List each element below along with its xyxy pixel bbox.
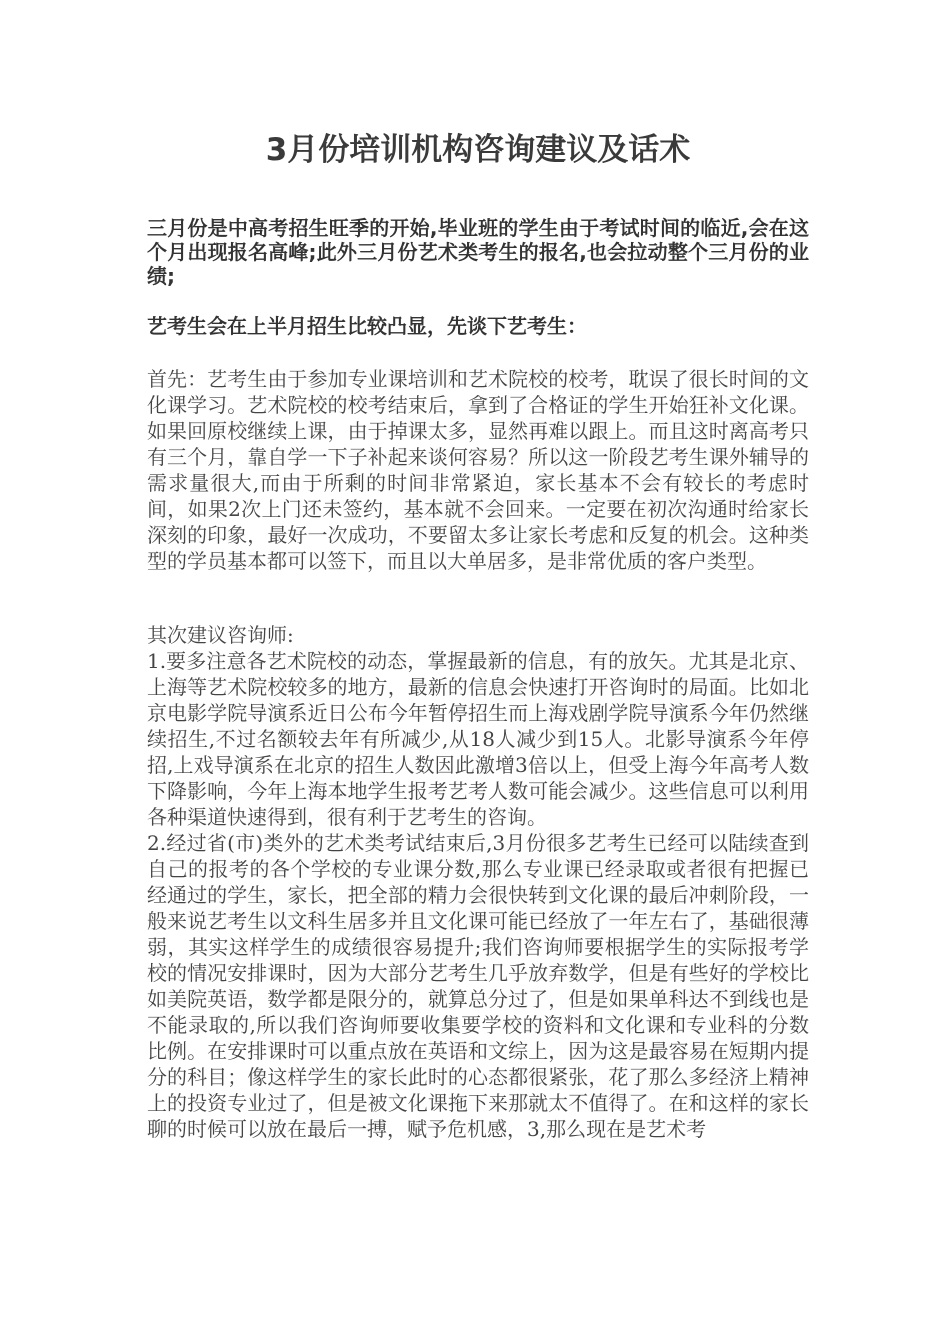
second-heading: 其次建议咨询师: (147, 623, 294, 647)
document-title: 3月份培训机构咨询建议及话术 (265, 132, 691, 168)
list-item-1: 1.要多注意各艺术院校的动态，掌握最新的信息，有的放矢。尤其是北京、上海等艺术院校较多的地方，最新的信息会快速打开咨询时的局面。比如北京电影学院导演系近日公布今年暂停招生而上海戏剧学院导演系今年仍然继续招生,不过名额较去年有所减少,从18人减少到15人。北影导演系今年停招,上戏导演系在北京的招生人数因此激增3倍以上，但受上海今年高考人数下降影响，今年上海本地学生报考艺考人数可能会减少。这些信息可以利用各种渠道快速得到，很有利于艺考生的咨询。 (147, 649, 809, 829)
intro-paragraph: 三月份是中高考招生旺季的开始,毕业班的学生由于考试时间的临近,会在这个月出现报名高峰;此外三月份艺术类考生的报名,也会拉动整个三月份的业绩; (147, 216, 809, 288)
list-item-2: 2.经过省(市)类外的艺术类考试结束后,3月份很多艺考生已经可以陆续查到自己的报考的各个学校的专业课分数,那么专业课已经录取或者很有把握已经通过的学生，家长，把全部的精力会很快转到文化课的最后冲刺阶段，一般来说艺考生以文科生居多并且文化课可能已经放了一年左右了，基础很薄弱，其实这样学生的成绩很容易提升;我们咨询师要根据学生的实际报考学校的情况安排课时，因为大部分艺考生几乎放弃数学，但是有些好的学校比如美院英语，数学都是限分的，就算总分过了，但是如果单科达不到线也是不能录取的,所以我们咨询师要收集要学校的资料和文化课和专业科的分数比例。在安排课时可以重点放在英语和文综上，因为这是最容易在短期内提分的科目；像这样学生的家长此时的心态都很紧张，花了那么多经济上精神上的投资专业过了，但是被文化课拖下来那就太不值得了。在和这样的家长聊的时候可以放在最后一搏，赋予危机感，3,那么现在是艺术考 (147, 831, 809, 1141)
art-students-lead: 艺考生会在上半月招生比较凸显，先谈下艺考生： (147, 314, 587, 338)
first-paragraph: 首先：艺考生由于参加专业课培训和艺术院校的校考，耽误了很长时间的文化课学习。艺术院校的校考结束后，拿到了合格证的学生开始狂补文化课。如果回原校继续上课，由于掉课太多，显然再难以跟上。而且这时离高考只有三个月，靠自学一下子补起来谈何容易？所以这一阶段艺考生课外辅导的需求量很大,而由于所剩的时间非常紧迫，家长基本不会有较长的考虑时间，如果2次上门还未签约，基本就不会回来。一定要在初次沟通时给家长深刻的印象，最好一次成功，不要留太多让家长考虑和反复的机会。这种类型的学员基本都可以签下，而且以大单居多，是非常优质的客户类型。 (147, 367, 809, 573)
document-page (147, 128, 809, 1142)
